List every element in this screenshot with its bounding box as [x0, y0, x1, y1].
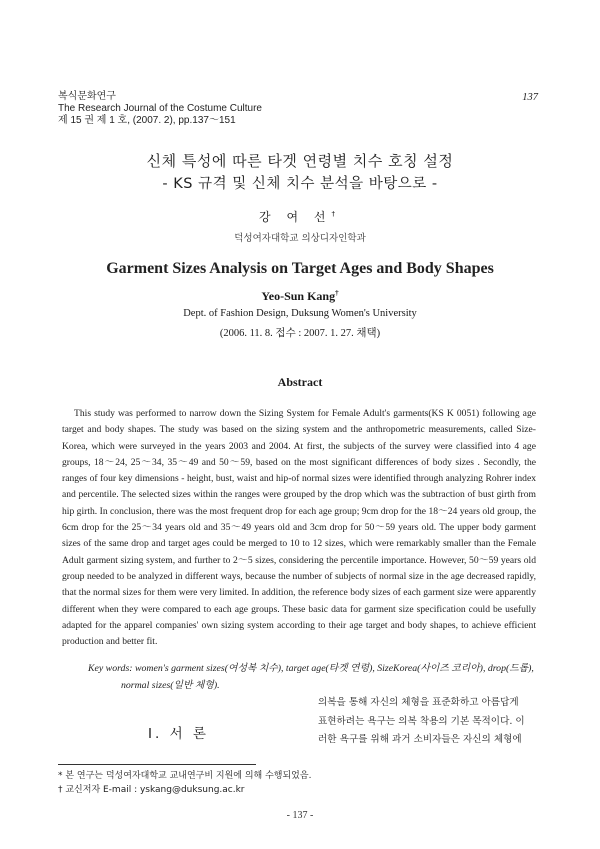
keywords-text-1: women's garment sizes(여성복 치수), target age(타겟 연령), SizeKorea(사이즈 코리아), drop(드롭), [135, 663, 534, 674]
introduction-body [318, 694, 543, 750]
journal-header [58, 91, 262, 127]
keywords-label: Key words: [88, 663, 133, 674]
author-en [0, 289, 600, 304]
subtitle-ko: - KS 규격 및 신체 치수 분석을 바탕으로 - [162, 176, 438, 192]
body-line: 의복을 통해 자신의 체형을 표준화하고 아름답게 [318, 697, 519, 708]
footnote-divider [58, 764, 256, 765]
journal-volume: 제 15 권 제 1 호, (2007. 2), pp.137～151 [58, 115, 236, 126]
footnote-corresponding-author: † 교신저자 E-mail : yskang@duksung.ac.kr [58, 785, 245, 795]
author-ko-mark: † [331, 210, 341, 218]
section-heading-introduction: Ⅰ. 서 론 [148, 726, 209, 742]
title-en: Garment Sizes Analysis on Target Ages and Body Shapes [106, 260, 494, 277]
abstract-text: This study was performed to narrow down the Sizing System for Female Adult's garments(KS K 0051) following age target and body shapes. The study was based on the sizing system and the anthropometric measurements, called Size-Korea, which were surveyed in the years 2003 and 2004. At first, the subjects of the survey were classified into 4 age groups, 18～24, 25～34, 35～49 and 50～59, based on the most significant differences of body sizes . Secondly, the ranges of four key dimensions - height, bust, waist and hip-of normal sizes were identified through analyzing Rohrer index and percentile. The selected sizes within the ranges were grouped by the drop which was the subtraction of bust girth from hip girth. In conclusion, there was the most frequent drop for each age group; 9cm drop for the 18～24 years old group, the 6cm drop for the 25～34 years old and 35～49 years old and 3cm drop for 50～59 years old. The upper body garment sizes of the same drop and target ages could be merged to 10 to 12 sizes, which were remarkably smaller than the Female Adult garment sizing system, and further to 2～5 sizes, considering the percentile importance. However, 50～59 years old group needed to be analyzed in different ways, because the number of subjects of normal size in the age decreased rapidly, that the normal sizes for them were very limited. In addition, the reference body sizes of each garment size were apparently different when they were compared to each age groups. These basic data for garment size specification could be usefully adapted for the apparel companies' own sizing system according to their age target and body shapes, to achieve efficient production and better fit. [62, 408, 536, 648]
keywords-line-2: normal sizes(일반 체형). [121, 680, 220, 691]
page-number-bottom: - 137 - [286, 810, 314, 821]
body-line: 표현하려는 욕구는 의복 착용의 기본 목적이다. 이 [318, 715, 525, 727]
body-line: 러한 욕구를 위해 과거 소비자들은 자신의 체형에 [318, 734, 522, 745]
affiliation-en: Dept. of Fashion Design, Duksung Women's University [183, 308, 417, 319]
footnotes [58, 769, 311, 797]
affiliation-ko: 덕성여자대학교 의상디자인학과 [234, 233, 366, 244]
journal-name-ko: 복식문화연구 [58, 91, 116, 102]
received-accepted-dates: (2006. 11. 8. 접수 : 2007. 1. 27. 채택) [219, 328, 381, 339]
abstract-heading: Abstract [277, 375, 323, 389]
author-en-mark: † [335, 289, 339, 297]
title-ko: 신체 특성에 따른 타겟 연령별 치수 호칭 설정 [146, 152, 454, 170]
keywords [88, 660, 543, 694]
abstract-body [62, 406, 536, 650]
author-ko [0, 208, 600, 225]
author-en-name: Yeo-Sun Kang [261, 289, 336, 303]
author-ko-name: 강 여 선 [259, 210, 332, 224]
footnote-funding: * 본 연구는 덕성여자대학교 교내연구비 지원에 의해 수행되었음. [58, 771, 312, 781]
page-number-top: 137 [522, 92, 538, 103]
keywords-line-1 [88, 660, 543, 677]
journal-name-en: The Research Journal of the Costume Culture [58, 103, 262, 114]
